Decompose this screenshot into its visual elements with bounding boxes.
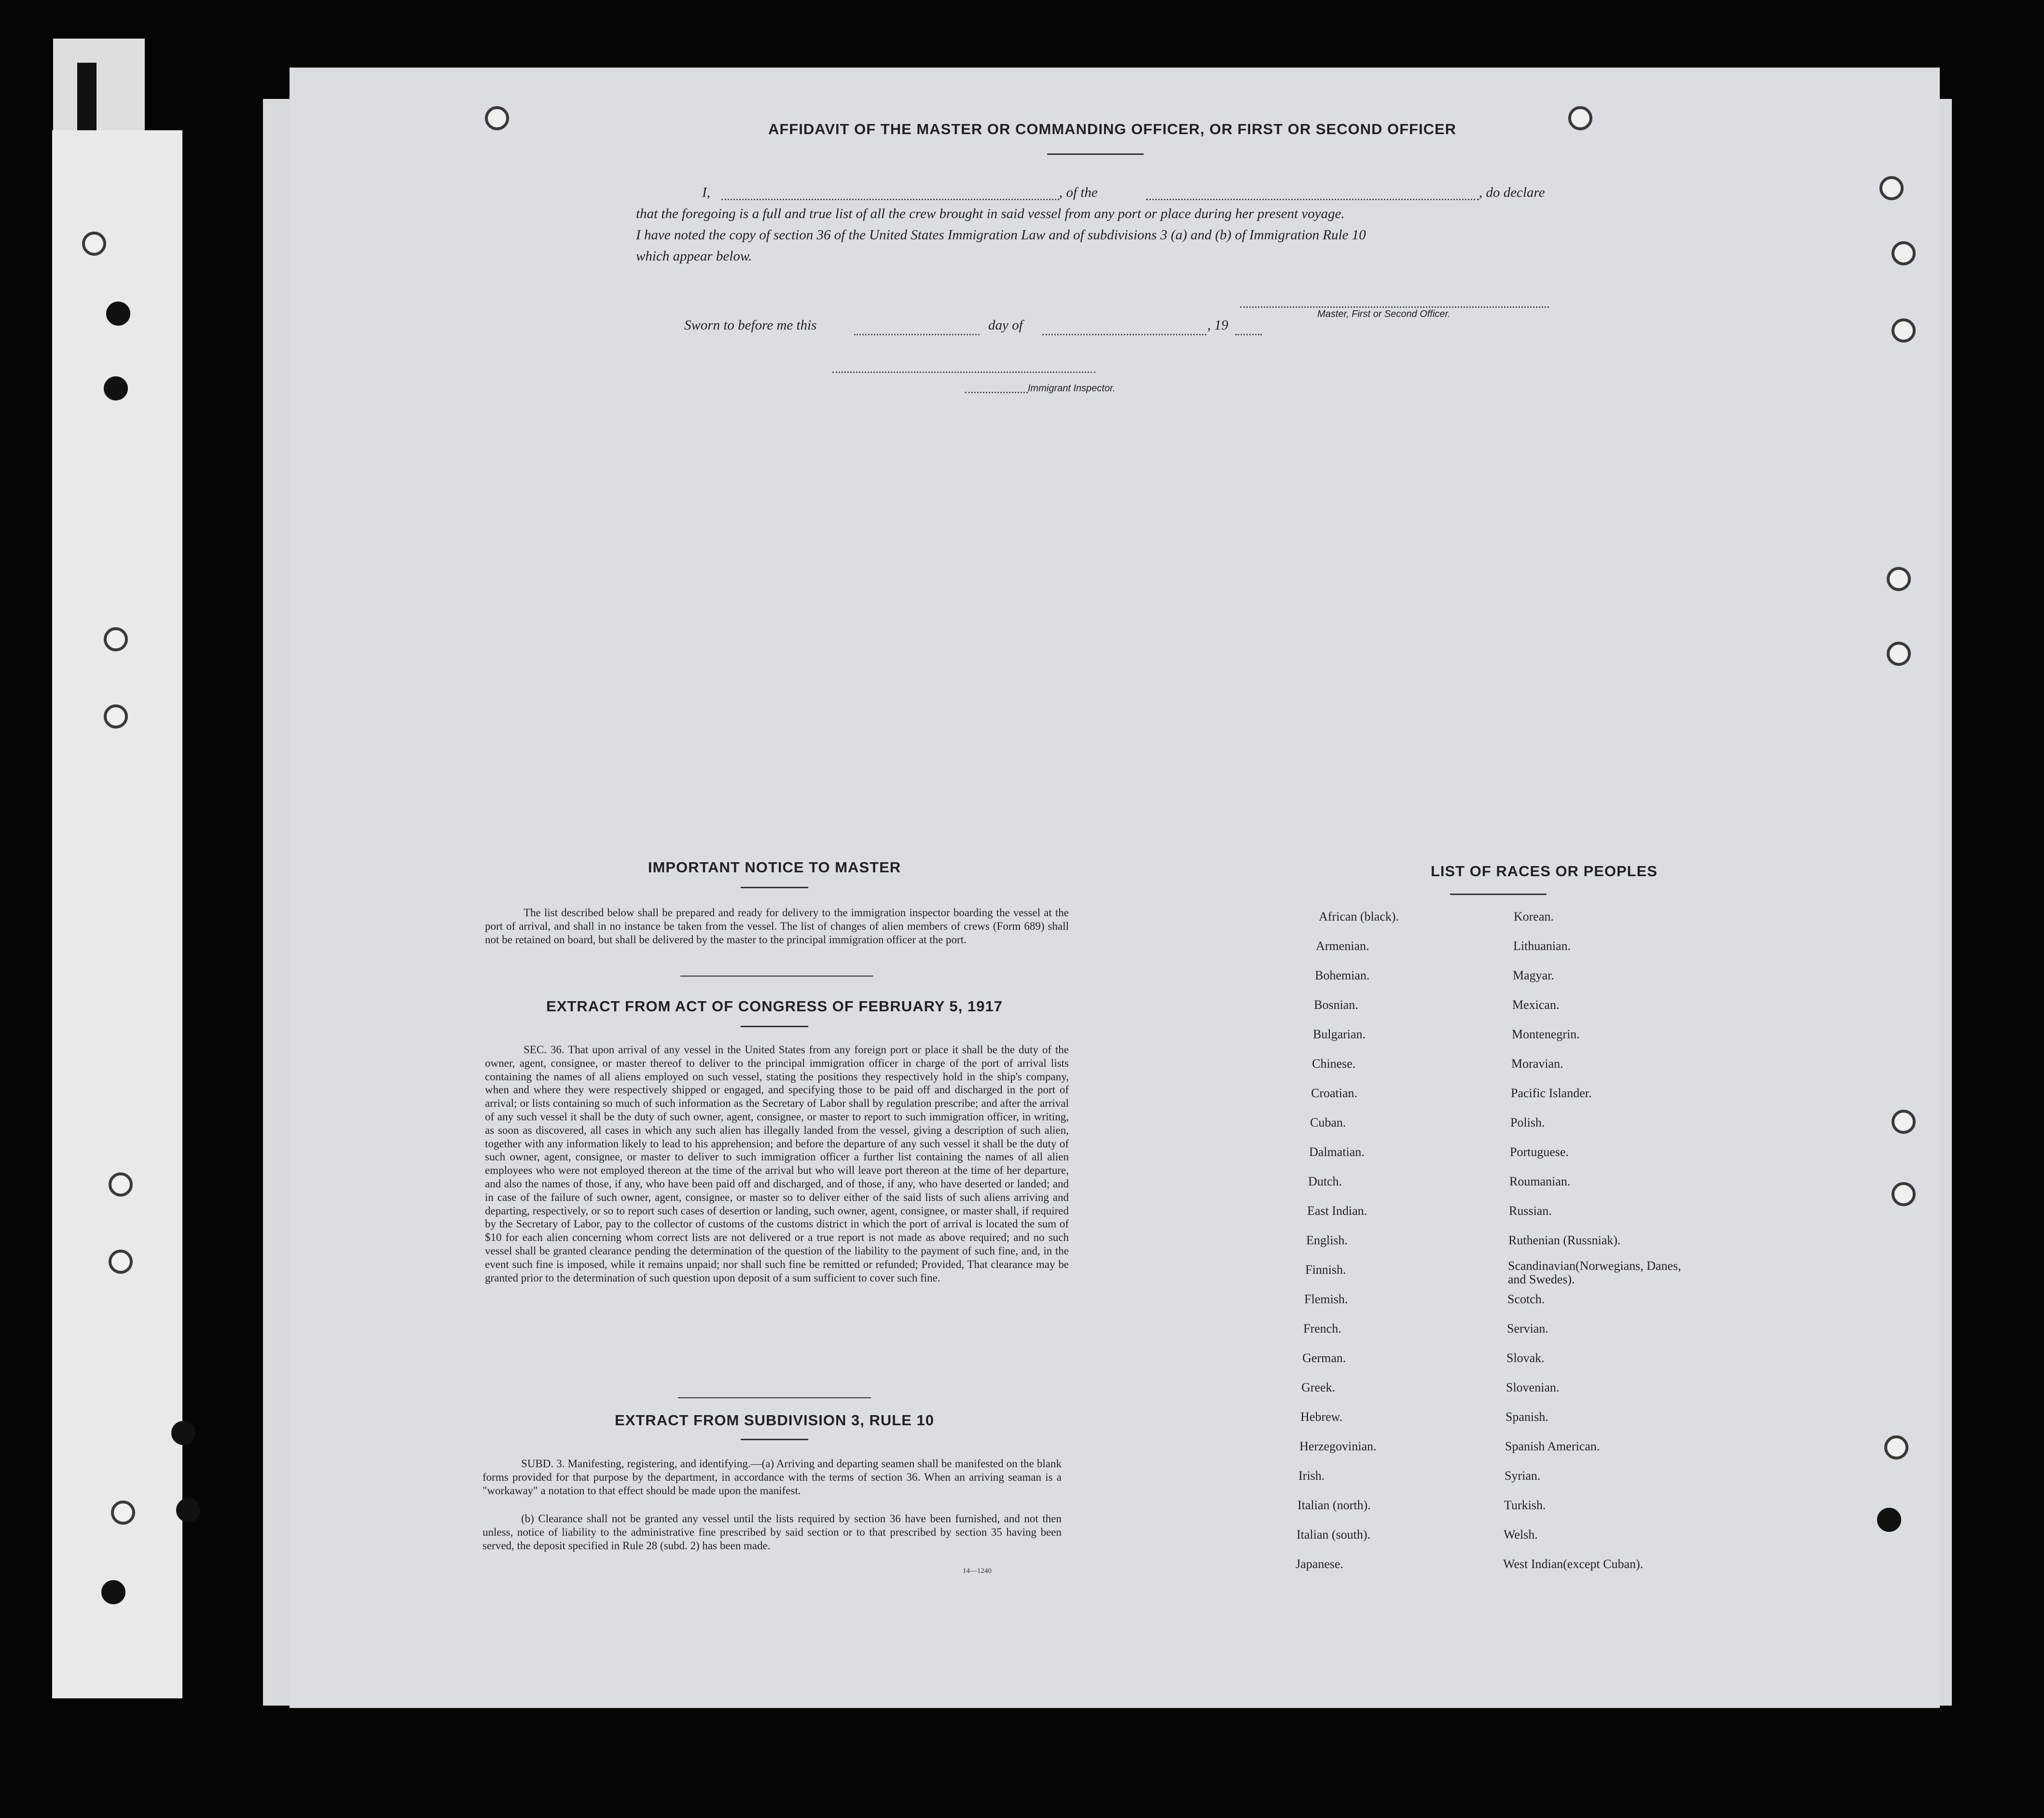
sworn-day-of: day of (988, 317, 1023, 333)
form-number: 14—1240 (963, 1567, 992, 1575)
extract-rule-text-a: SUBD. 3. Manifesting, registering, and identifying.—(a) Arriving and departing seamen shall be manifested on the blank forms provided for that purpose by the department, in accordance with the terms of section 36. When an arriving seaman is a "workaway" a notation to that effect should be made upon the manifest. (483, 1458, 1062, 1497)
sworn-before: Sworn to before me this (684, 317, 817, 333)
extract-rule-text-b: (b) Clearance shall not be granted any vessel until the lists required by section 36 have been furnished, and not then unless, notice of liability to the administrative fine prescribed by said section or to that prescribed by section 35 having been served, the deposit specified in Rule 28 (subd. 2) has been made. (483, 1513, 1062, 1552)
race-item: Bohemian. (1315, 968, 1370, 982)
binding-hole-icon (101, 1580, 125, 1604)
race-item: Syrian. (1505, 1469, 1541, 1483)
extract-act-title: EXTRACT FROM ACT OF CONGRESS OF FEBRUARY 5, 1917 (546, 998, 1003, 1015)
binding-hole-icon (104, 704, 128, 729)
race-item: Finnish. (1305, 1263, 1346, 1277)
binding-hole-icon (1887, 642, 1911, 666)
races-rule (1450, 894, 1547, 895)
left-strip-top (53, 39, 145, 135)
master-caption: Master, First or Second Officer. (1317, 309, 1451, 319)
race-item: Scotch. (1507, 1292, 1545, 1306)
sworn-year: , 19 (1207, 317, 1229, 333)
races-title: LIST OF RACES OR PEOPLES (1430, 863, 1658, 880)
affidavit-line-3: I have noted the copy of section 36 of the United States Immigration Law and of subdivisions 3 (a) and (b) of Immigration Rule 10 (636, 227, 1366, 243)
extract-rule-rule (741, 1439, 808, 1440)
title-rule (1047, 153, 1144, 155)
sworn-day-field[interactable] (854, 334, 980, 335)
binding-hole-icon (1877, 1508, 1901, 1532)
document-sheet (290, 68, 1940, 1708)
binding-hole-icon (109, 1250, 133, 1274)
left-binding-strip (52, 130, 182, 1698)
race-item: French. (1303, 1322, 1341, 1336)
race-item: Bulgarian. (1313, 1027, 1366, 1041)
race-item: Slovak. (1506, 1351, 1545, 1365)
affidavit-line-4: which appear below. (636, 248, 752, 264)
binding-hole-icon (1892, 241, 1916, 265)
inspector-caption: Immigrant Inspector. (1028, 383, 1116, 394)
race-item: African (black). (1319, 909, 1399, 923)
binding-hole-icon (1568, 106, 1592, 130)
binding-hole-icon (1892, 1182, 1916, 1206)
race-item: Polish. (1510, 1116, 1545, 1129)
master-name-field[interactable] (721, 199, 1059, 200)
sworn-year-field[interactable] (1235, 334, 1262, 335)
race-item: Russian. (1509, 1204, 1552, 1218)
binding-hole-icon (1892, 318, 1916, 343)
race-item: Hebrew. (1300, 1410, 1343, 1424)
binding-hole-icon (104, 376, 128, 400)
race-item: Spanish American. (1505, 1439, 1600, 1453)
affidavit-of-the: , of the (1059, 185, 1098, 200)
binding-hole-icon (106, 302, 130, 326)
notice-rule (741, 887, 808, 888)
race-item: Japanese. (1296, 1557, 1343, 1571)
extract-act-end-rule (678, 1397, 871, 1398)
race-item: Roumanian. (1509, 1174, 1571, 1188)
affidavit-line-2: that the foregoing is a full and true list of all the crew brought in said vessel from any port or place during her present voyage. (636, 206, 1345, 221)
race-item: Chinese. (1312, 1057, 1356, 1071)
race-item: East Indian. (1307, 1204, 1367, 1218)
master-signature-field[interactable] (1240, 306, 1549, 308)
race-item: Herzegovinian. (1299, 1439, 1377, 1453)
affidavit-declare: , do declare (1479, 185, 1545, 200)
race-item: Ruthenian (Russniak). (1508, 1233, 1621, 1247)
binding-hole-icon (82, 232, 106, 256)
race-item: Croatian. (1311, 1086, 1358, 1100)
notice-end-rule (680, 976, 873, 977)
binding-hole-icon (171, 1421, 195, 1445)
race-item: Cuban. (1310, 1116, 1346, 1129)
race-item: Spanish. (1505, 1410, 1548, 1424)
race-item: Turkish. (1504, 1498, 1546, 1512)
race-item: English. (1306, 1233, 1348, 1247)
race-item: Portuguese. (1510, 1145, 1569, 1159)
race-item: Armenian. (1316, 939, 1369, 953)
sworn-month-field[interactable] (1042, 334, 1206, 335)
race-item: Welsh. (1504, 1528, 1538, 1542)
binding-hole-icon (104, 627, 128, 651)
inspector-signature-field[interactable] (832, 372, 1095, 373)
notice-text: The list described below shall be prepared and ready for delivery to the immigration inspector boarding the vessel at the port of arrival, and shall in no instance be taken from the vessel. The list of changes of alien members of crews (Form 689) shall not be retained on board, but shall be delivered by the master to the principal immigration officer at the port. (485, 907, 1069, 946)
binding-hole-icon (1887, 567, 1911, 591)
binding-hole-icon (1879, 176, 1904, 200)
race-item: Dalmatian. (1309, 1145, 1365, 1159)
extract-act-rule (741, 1026, 808, 1027)
race-item: Dutch. (1308, 1174, 1342, 1188)
left-strip-tab (77, 63, 97, 135)
extract-rule-title: EXTRACT FROM SUBDIVISION 3, RULE 10 (615, 1412, 934, 1429)
race-item: Moravian. (1511, 1057, 1563, 1071)
binding-hole-icon (176, 1498, 200, 1522)
race-item: Bosnian. (1314, 998, 1358, 1012)
binding-hole-icon (1884, 1435, 1908, 1460)
race-item: Servian. (1507, 1322, 1548, 1336)
race-item: West Indian(except Cuban). (1503, 1557, 1643, 1571)
race-item: Italian (north). (1298, 1498, 1371, 1512)
race-item: Pacific Islander. (1511, 1086, 1592, 1100)
affidavit-i: I, (702, 185, 710, 200)
binding-hole-icon (111, 1501, 135, 1525)
race-item: Magyar. (1513, 968, 1554, 982)
race-item: Irish. (1298, 1469, 1325, 1483)
binding-hole-icon (109, 1172, 133, 1197)
notice-title: IMPORTANT NOTICE TO MASTER (648, 859, 901, 876)
race-item: German. (1302, 1351, 1346, 1365)
vessel-name-field[interactable] (1146, 199, 1479, 200)
race-item: Lithuanian. (1513, 939, 1571, 953)
race-item: Korean. (1514, 909, 1554, 923)
binding-hole-icon (485, 106, 509, 130)
extract-act-text: SEC. 36. That upon arrival of any vessel in the United States from any foreign port or place it shall be the duty of the owner, agent, consignee, or master thereof to deliver to the principal immigration officer in charge of the port of arrival lists containing the names of all aliens employed on such vessel, stating the positions they respectively hold in the ship's company, when and where they were respectively shipped or engaged, and specifying those to be paid off and discharged in the port of arrival; or lists containing so much of such information as the Secretary of Labor shall by regulation prescribe; and after the arrival of any such vessel it shall be the duty of such owner, agent, consignee, or master to report to such immigration officer, in writing, as soon as discovered, all cases in which any such alien has illegally landed from the vessel, giving a description of such alien, together with any information likely to lead to his apprehension; and before the departure of any such vessel it shall be the duty of such owner, agent, consignee, or master to deliver to such immigration officer a further list containing the names of all alien employees who were not employed thereon at the time of the arrival but who will leave port thereon at the time of her departure, and also the names of those, if any, who have been paid off and discharged, and of those, if any, who have deserted or landed; and in case of the failure of such owner, agent, consignee, or master so to deliver either of the said lists of such aliens arriving and departing, respectively, or so to report such cases of desertion or landing, such owner, agent, consignee, or master shall, if required by the Secretary of Labor, pay to the collector of customs of the customs district in which the port of arrival is located the sum of $10 for each alien concerning whom correct lists are not delivered or a true report is not made as above required; and no such vessel shall be granted clearance pending the determination of the question of the liability to the payment of such fine, and, in the event such fine is imposed, while it remains unpaid; nor shall such fine be remitted or refunded; Provided, That clearance may be granted prior to the determination of such question upon deposit of a sum sufficient to cover such fine. (485, 1044, 1069, 1284)
race-item: Flemish. (1304, 1292, 1348, 1306)
race-item: Greek. (1301, 1380, 1336, 1394)
race-item: Scandinavian(Norwegians, Danes, and Swedes). (1508, 1259, 1681, 1286)
race-item: Mexican. (1512, 998, 1560, 1012)
inspector-signature-underline (965, 392, 1028, 393)
binding-hole-icon (1892, 1110, 1916, 1134)
race-item: Italian (south). (1297, 1528, 1371, 1542)
race-item: Montenegrin. (1512, 1027, 1580, 1041)
race-item: Slovenian. (1506, 1380, 1560, 1394)
affidavit-title: AFFIDAVIT OF THE MASTER OR COMMANDING OFFICER, OR FIRST OR SECOND OFFICER (768, 121, 1457, 138)
